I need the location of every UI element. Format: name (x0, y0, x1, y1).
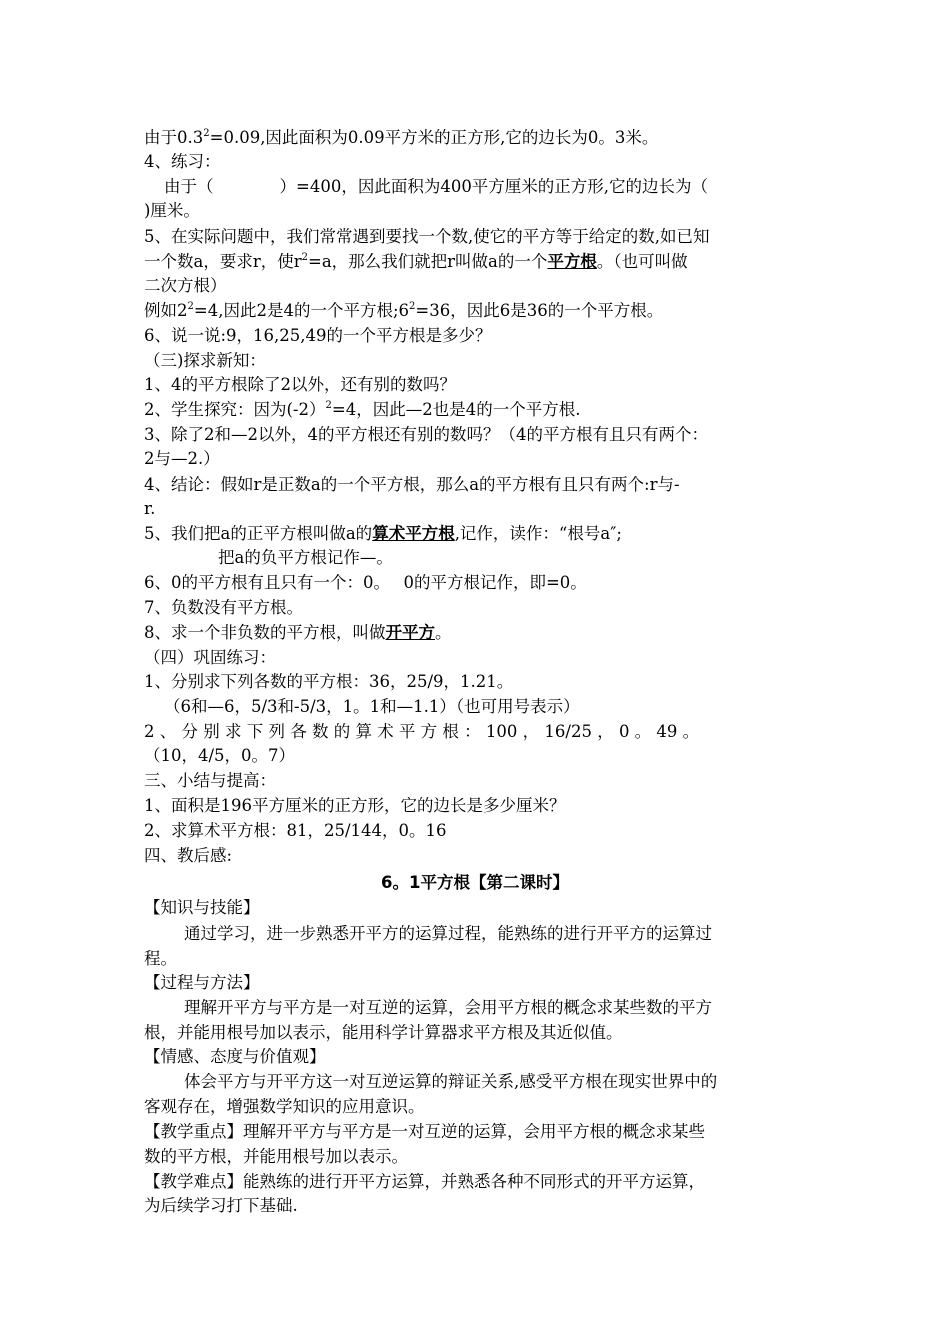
heading-key-points: 【教学重点】 (144, 1122, 243, 1141)
term-extraction: 开平方 (385, 623, 435, 642)
term-square-root: 平方根 (547, 252, 597, 271)
heading-difficulties: 【教学难点】 (144, 1172, 243, 1191)
text-line: 由于（ ）=400，因此面积为400平方厘米的正方形,它的边长为（ (164, 177, 709, 196)
text-line: 数的平方根，并能用根号加以表示。 (144, 1147, 408, 1166)
text-line: （三)探求新知： (144, 351, 266, 370)
text-line: 7、负数没有平方根。 (144, 598, 303, 617)
heading-process-method: 【过程与方法】 (144, 973, 260, 992)
text-line: 通过学习，进一步熟悉开平方的运算过程，能熟练的进行开平方的运算过 (184, 924, 712, 943)
text-line: 四、教后感: (144, 846, 233, 865)
text-line: 三、小结与提高： (144, 771, 276, 790)
text-line: 6、0的平方根有且只有一个：0。 0的平方根记作，即=0。 (144, 573, 587, 592)
text-line: 1、面积是196平方厘米的正方形，它的边长是多少厘米？ (144, 796, 566, 815)
text-line: 6、说一说:9，16,25,49的一个平方根是多少？ (144, 326, 492, 345)
text-line: 【教学重点】理解开平方与平方是一对互逆的运算，会用平方根的概念求某些 (144, 1122, 705, 1141)
text-line: 3、除了2和—2以外，4的平方根还有别的数吗？（4的平方根有且只有两个： (144, 425, 708, 444)
text-line: （四）巩固练习： (144, 648, 276, 667)
heading-knowledge-skills: 【知识与技能】 (144, 898, 260, 917)
text-line: 程。 (144, 949, 177, 968)
text-line: 【教学难点】能熟练的进行开平方运算，并熟悉各种不同形式的开平方运算， (144, 1172, 705, 1191)
text-line: 由于$0.3^2=0.09$,因此面积为0.09平方米的正方形,它的边长为0。3米。 (144, 128, 659, 147)
text-line: 2 、 分 别 求 下 列 各 数 的 算 术 平 方 根 ： 100 ， 16/25 ， 0 。 49 。 (144, 722, 700, 741)
text-line: 一个数a，要求r，使$r^2=a$，那么我们就把r叫做a的一个平方根。（也可叫做 (144, 252, 688, 271)
text-line: 为后续学习打下基础. (144, 1196, 298, 1215)
text-line: 2、学生探究：因为(-2）$^2$=4，因此—2也是4的一个平方根. (144, 400, 581, 419)
text-line: 把a的负平方根记作—。 (218, 548, 393, 567)
text-line: 5、我们把a的正平方根叫做a的算术平方根,记作，读作：“根号a″; (144, 524, 622, 543)
text-line: 例如$2^2=4$,因此2是4的一个平方根$;6^2=36$，因此6是36的一个平方根。 (144, 301, 664, 320)
text-line: r. (144, 499, 156, 518)
text-line: 客观存在，增强数学知识的应用意识。 (144, 1097, 425, 1116)
text-line: 4、练习： (144, 152, 221, 171)
text-line: 5、在实际问题中，我们常常遇到要找一个数,使它的平方等于给定的数,如已知 (144, 227, 710, 246)
text-line: 2与—2.） (144, 449, 220, 468)
text-line: （10，4/5，0。7） (144, 746, 296, 765)
text-line: 理解开平方与平方是一对互逆的运算，会用平方根的概念求某些数的平方 (184, 998, 712, 1017)
section-title: 6。1平方根【第二课时】 (381, 873, 569, 892)
text-line: )厘米。 (144, 201, 200, 220)
text-line: 体会平方与开平方这一对互逆运算的辩证关系,感受平方根在现实世界中的 (184, 1072, 718, 1091)
text-line: 根，并能用根号加以表示，能用科学计算器求平方根及其近似值。 (144, 1023, 623, 1042)
heading-emotion-values: 【情感、态度与价值观】 (144, 1047, 326, 1066)
term-arithmetic-square-root: 算术平方根 (372, 524, 455, 543)
text-line: 4、结论：假如r是正数a的一个平方根，那么a的平方根有且只有两个:r与- (144, 475, 680, 494)
text-line: 2、求算术平方根：81，25/144，0。16 (144, 821, 447, 840)
text-line: 8、求一个非负数的平方根，叫做开平方。 (144, 623, 452, 642)
text-line: 二次方根） (144, 276, 227, 295)
text-line: 1、4的平方根除了2以外，还有别的数吗？ (144, 375, 456, 394)
text-line: （6和—6，5/3和-5/3，1。1和—1.1）（也可用号表示） (164, 697, 580, 716)
text-line: 1、分别求下列各数的平方根：36，25/9，1.21。 (144, 672, 514, 691)
